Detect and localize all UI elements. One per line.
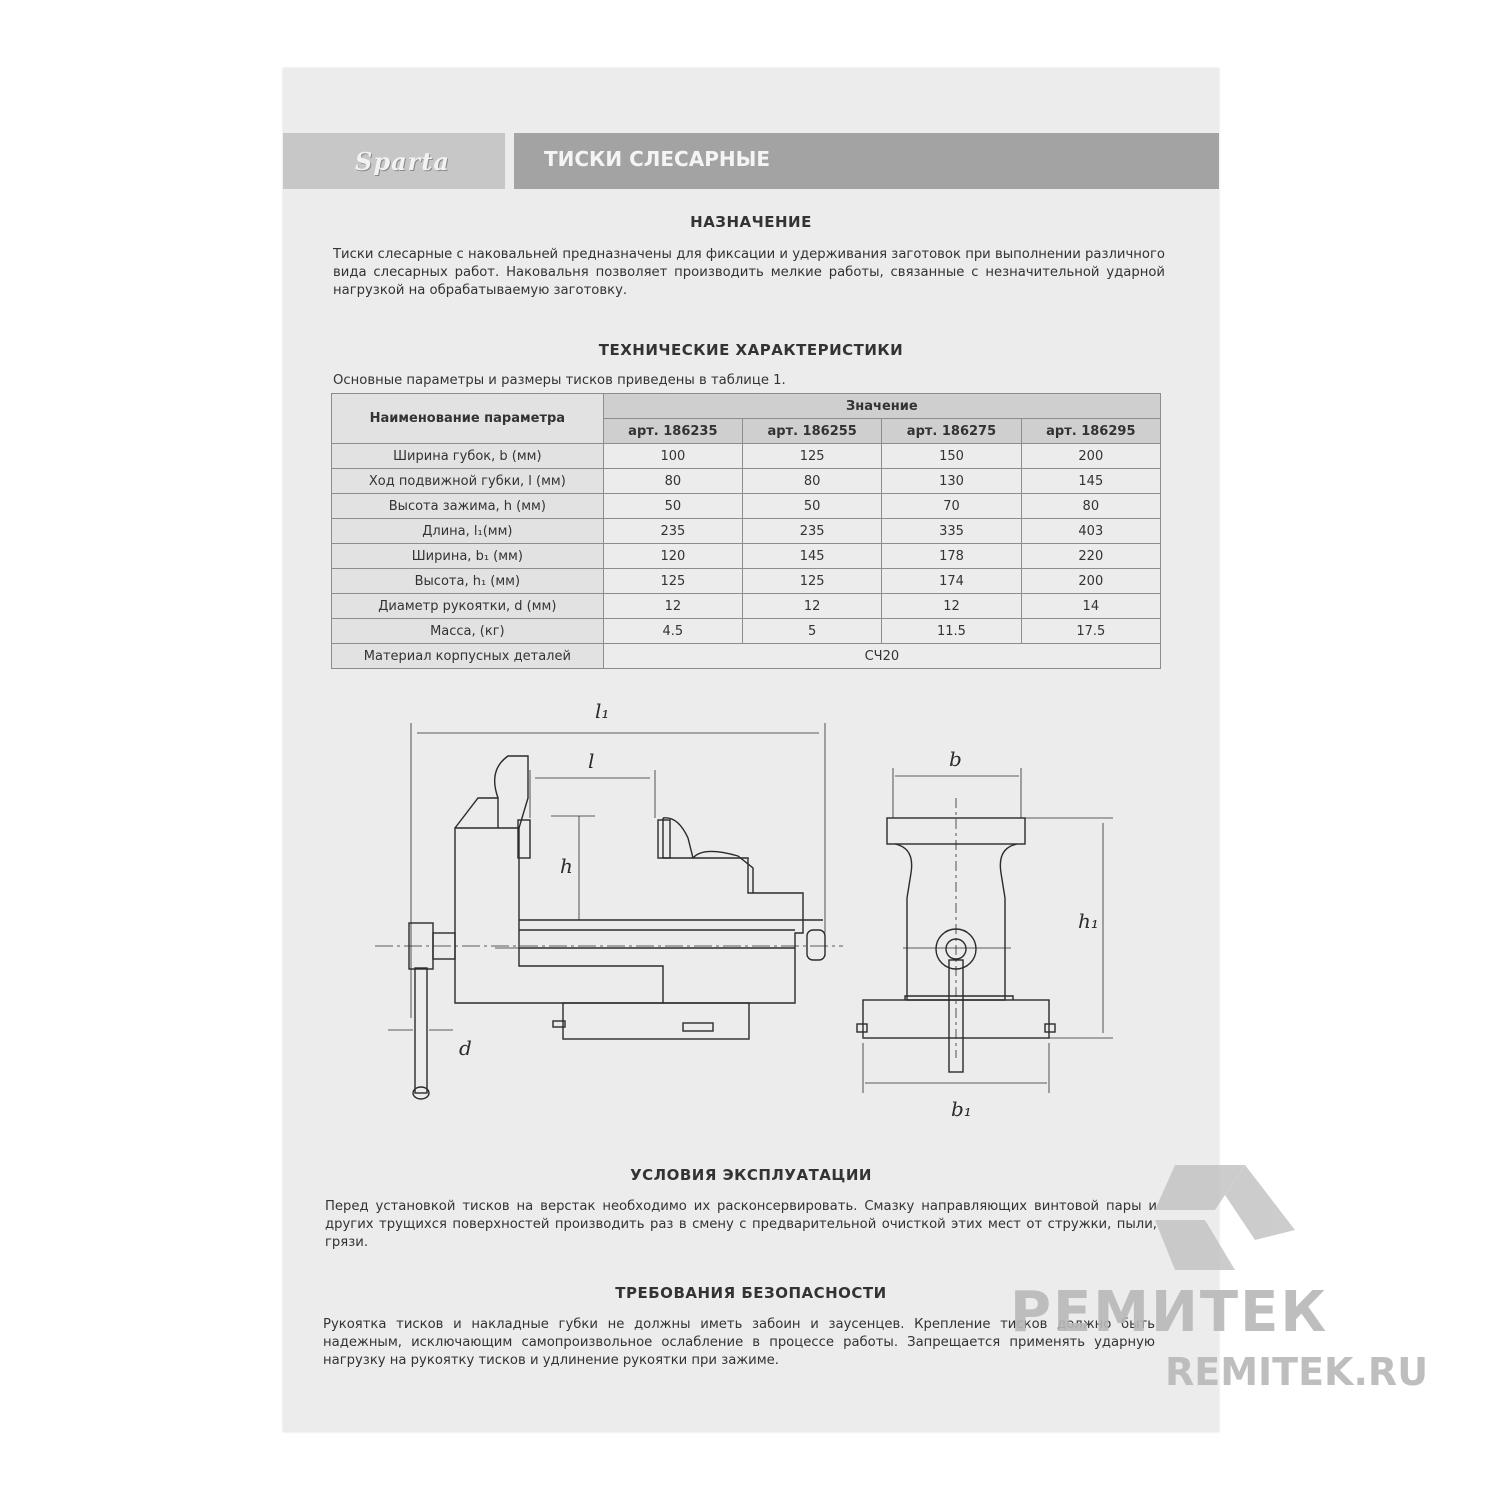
param-value: 200 [1021, 444, 1160, 469]
watermark-logo-icon [1135, 1150, 1355, 1290]
param-name: Масса, (кг) [332, 619, 604, 644]
value-header: Значение [603, 394, 1160, 419]
param-header: Наименование параметра [332, 394, 604, 444]
param-value: 235 [743, 519, 882, 544]
param-value: 235 [603, 519, 742, 544]
param-value: 50 [743, 494, 882, 519]
purpose-text: Тиски слесарные с наковальней предназначены для фиксации и удерживания заготовок при выполнении различного вида слесарных работ. Наковальня позволяет производить мелкие работы, связанные с незначительной ударной нагрузкой на обрабатываемую заготовку. [333, 247, 1165, 298]
safety-text: Рукоятка тисков и накладные губки не должны иметь забоин и заусенцев. Крепление тисков должно быть надежным, исключающим самопроизвольное ослабление в процессе работы. Запрещается применять ударную нагрузку на рукоятку тисков и удлинение рукоятки при зажиме. [323, 1317, 1155, 1368]
param-value: 130 [882, 469, 1021, 494]
param-value: 125 [743, 444, 882, 469]
safety-heading: ТРЕБОВАНИЯ БЕЗОПАСНОСТИ [615, 1284, 887, 1302]
title-band [514, 133, 1219, 189]
purpose-heading: НАЗНАЧЕНИЕ [690, 213, 812, 231]
column-header: арт. 186275 [882, 419, 1021, 444]
param-name: Диаметр рукоятки, d (мм) [332, 594, 604, 619]
param-value: 403 [1021, 519, 1160, 544]
param-name: Длина, l₁(мм) [332, 519, 604, 544]
watermark-url: REMITEK.RU [1165, 1350, 1429, 1394]
param-value: 100 [603, 444, 742, 469]
param-value: 4.5 [603, 619, 742, 644]
page-title: ТИСКИ СЛЕСАРНЫЕ [544, 147, 770, 171]
column-header: арт. 186235 [603, 419, 742, 444]
specs-heading: ТЕХНИЧЕСКИЕ ХАРАКТЕРИСТИКИ [598, 341, 904, 359]
param-name: Ход подвижной губки, l (мм) [332, 469, 604, 494]
logo-band [283, 133, 505, 189]
param-value: 17.5 [1021, 619, 1160, 644]
param-value: 178 [882, 544, 1021, 569]
param-name: Ширина, b₁ (мм) [332, 544, 604, 569]
table-row-material [332, 644, 1161, 669]
table-row [332, 444, 1161, 469]
label-h1: h₁ [1078, 909, 1099, 933]
page-header [283, 133, 1219, 189]
param-value: 145 [1021, 469, 1160, 494]
param-value: 80 [1021, 494, 1160, 519]
param-value: 200 [1021, 569, 1160, 594]
param-value: 5 [743, 619, 882, 644]
param-name: Ширина губок, b (мм) [332, 444, 604, 469]
specs-intro: Основные параметры и размеры тисков приведены в таблице 1. [333, 373, 786, 388]
vise-drawing [283, 698, 1219, 1138]
table-row [332, 469, 1161, 494]
param-value: 12 [882, 594, 1021, 619]
param-value: 80 [743, 469, 882, 494]
param-value: 335 [882, 519, 1021, 544]
label-h: h [560, 854, 573, 878]
param-value: 50 [603, 494, 742, 519]
param-value: 145 [743, 544, 882, 569]
param-value: 80 [603, 469, 742, 494]
table-row [332, 494, 1161, 519]
param-value: 150 [882, 444, 1021, 469]
material-value: СЧ20 [603, 644, 1160, 669]
operation-heading: УСЛОВИЯ ЭКСПЛУАТАЦИИ [630, 1166, 872, 1184]
param-name: Высота зажима, h (мм) [332, 494, 604, 519]
param-value: 220 [1021, 544, 1160, 569]
param-value: 11.5 [882, 619, 1021, 644]
param-name: Материал корпусных деталей [332, 644, 604, 669]
label-b1: b₁ [951, 1097, 972, 1121]
table-row [332, 519, 1161, 544]
brand-logo: Sparta [355, 147, 450, 176]
label-d: d [459, 1036, 472, 1060]
label-l1: l₁ [595, 699, 610, 723]
watermark-name: РЕМИТЕК [1010, 1280, 1329, 1345]
column-header: арт. 186255 [743, 419, 882, 444]
param-name: Высота, h₁ (мм) [332, 569, 604, 594]
label-b: b [949, 747, 962, 771]
param-value: 125 [603, 569, 742, 594]
param-value: 125 [743, 569, 882, 594]
table-row [332, 594, 1161, 619]
param-value: 120 [603, 544, 742, 569]
param-value: 12 [603, 594, 742, 619]
param-value: 14 [1021, 594, 1160, 619]
table-row [332, 569, 1161, 594]
column-header: арт. 186295 [1021, 419, 1160, 444]
operation-text: Перед установкой тисков на верстак необходимо их расконсервировать. Смазку направляющих винтовой пары и других трущихся поверхностей производить раз в смену с предварительной очисткой этих мест от стружки, пыли, грязи. [325, 1199, 1157, 1250]
table-row [332, 544, 1161, 569]
param-value: 174 [882, 569, 1021, 594]
watermark [1005, 1150, 1429, 1410]
label-l: l [588, 749, 595, 773]
specs-table [331, 393, 1161, 669]
param-value: 70 [882, 494, 1021, 519]
param-value: 12 [743, 594, 882, 619]
table-row [332, 619, 1161, 644]
